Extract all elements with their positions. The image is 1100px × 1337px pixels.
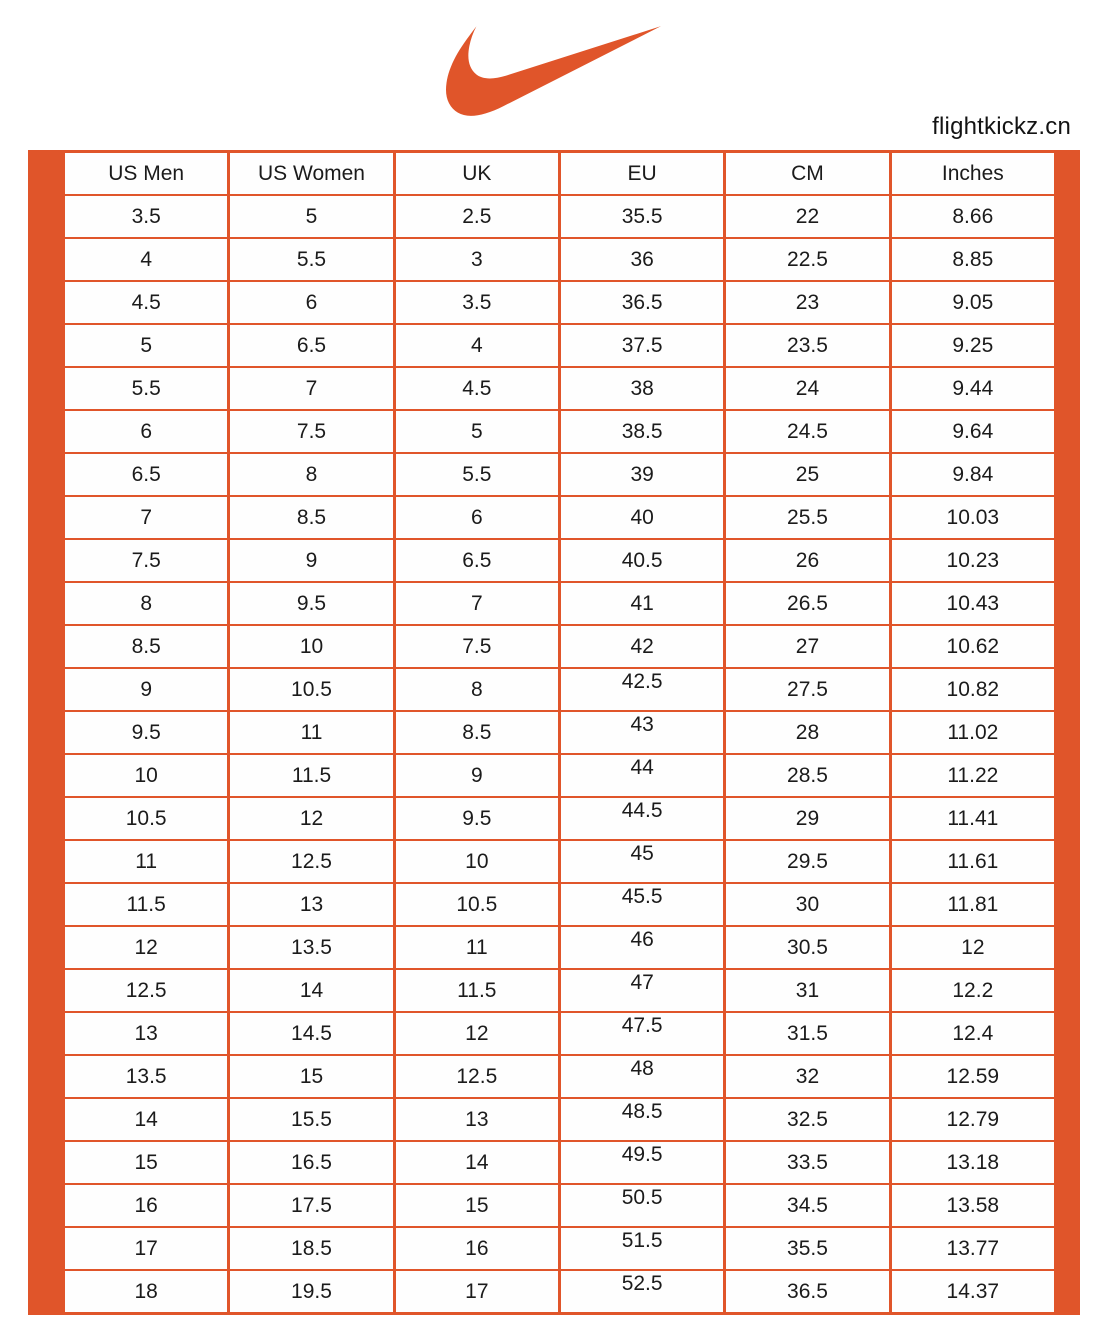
size-cell: 29.5 [725,840,890,883]
table-row [64,496,1056,539]
size-cell: 4 [394,324,559,367]
size-cell: 7 [394,582,559,625]
size-cell: 40 [559,496,724,539]
size-cell: 15 [64,1141,229,1184]
size-cell: 17.5 [229,1184,394,1227]
size-cell: 39 [559,453,724,496]
size-cell: 42 [559,625,724,668]
size-cell: 14.37 [890,1270,1055,1314]
size-cell: 12.59 [890,1055,1055,1098]
nike-swoosh-icon [446,24,661,118]
table-row [64,926,1056,969]
column-header: Inches [890,152,1055,196]
size-cell: 2.5 [394,195,559,238]
size-cell: 14 [64,1098,229,1141]
size-cell: 18 [64,1270,229,1314]
size-cell: 6 [64,410,229,453]
size-chart [28,150,1080,1315]
size-cell: 6.5 [229,324,394,367]
size-cell: 10.03 [890,496,1055,539]
size-cell: 18.5 [229,1227,394,1270]
table-row [64,1012,1056,1055]
size-cell: 45.5 [559,883,724,926]
size-cell: 3 [394,238,559,281]
size-cell: 24.5 [725,410,890,453]
size-cell: 5 [394,410,559,453]
size-cell: 4 [64,238,229,281]
size-cell: 10 [229,625,394,668]
size-cell: 11.5 [229,754,394,797]
table-row [64,625,1056,668]
size-cell: 7 [64,496,229,539]
size-cell: 13.5 [64,1055,229,1098]
size-cell: 17 [64,1227,229,1270]
size-cell: 6.5 [64,453,229,496]
column-header: EU [559,152,724,196]
table-row [64,797,1056,840]
size-cell: 5 [64,324,229,367]
column-header: US Women [229,152,394,196]
size-cell: 5 [229,195,394,238]
size-cell: 8.85 [890,238,1055,281]
table-row [64,582,1056,625]
size-cell: 12.4 [890,1012,1055,1055]
size-cell: 9 [64,668,229,711]
size-cell: 22 [725,195,890,238]
size-cell: 10.23 [890,539,1055,582]
size-cell: 8 [64,582,229,625]
size-cell: 16 [64,1184,229,1227]
size-cell: 16 [394,1227,559,1270]
column-header: UK [394,152,559,196]
size-cell: 25.5 [725,496,890,539]
size-cell: 6.5 [394,539,559,582]
size-cell: 38.5 [559,410,724,453]
size-cell: 42.5 [559,668,724,711]
size-cell: 10.5 [229,668,394,711]
size-cell: 14 [229,969,394,1012]
size-cell: 46 [559,926,724,969]
size-cell: 11.41 [890,797,1055,840]
size-cell: 44 [559,754,724,797]
size-cell: 12.5 [394,1055,559,1098]
size-cell: 35.5 [559,195,724,238]
size-cell: 27 [725,625,890,668]
table-row [64,195,1056,238]
size-cell: 11.61 [890,840,1055,883]
size-cell: 12 [229,797,394,840]
size-cell: 8.66 [890,195,1055,238]
size-cell: 5.5 [64,367,229,410]
left-accent-bar [28,150,62,1315]
size-cell: 9.44 [890,367,1055,410]
size-cell: 10 [394,840,559,883]
size-cell: 8.5 [64,625,229,668]
size-cell: 12.79 [890,1098,1055,1141]
size-cell: 49.5 [559,1141,724,1184]
size-cell: 12.2 [890,969,1055,1012]
table-row [64,1184,1056,1227]
size-cell: 10.5 [64,797,229,840]
size-cell: 27.5 [725,668,890,711]
size-cell: 22.5 [725,238,890,281]
column-header: US Men [64,152,229,196]
size-cell: 9.84 [890,453,1055,496]
size-cell: 24 [725,367,890,410]
size-cell: 47 [559,969,724,1012]
size-cell: 15 [229,1055,394,1098]
size-cell: 47.5 [559,1012,724,1055]
size-cell: 8 [394,668,559,711]
size-cell: 13.77 [890,1227,1055,1270]
table-row [64,1270,1056,1314]
table-row [64,883,1056,926]
size-cell: 36.5 [725,1270,890,1314]
table-row [64,969,1056,1012]
size-cell: 13 [229,883,394,926]
size-cell: 6 [394,496,559,539]
size-cell: 26.5 [725,582,890,625]
size-cell: 48 [559,1055,724,1098]
size-cell: 34.5 [725,1184,890,1227]
size-cell: 11 [394,926,559,969]
watermark-text: flightkickz.cn [932,113,1071,140]
table-row [64,754,1056,797]
size-cell: 35.5 [725,1227,890,1270]
size-cell: 32.5 [725,1098,890,1141]
table-row [64,539,1056,582]
size-cell: 17 [394,1270,559,1314]
size-cell: 14.5 [229,1012,394,1055]
table-body [64,195,1056,1314]
size-cell: 10.43 [890,582,1055,625]
table-row [64,1055,1056,1098]
size-cell: 7.5 [394,625,559,668]
size-cell: 38 [559,367,724,410]
size-cell: 29 [725,797,890,840]
size-cell: 11.5 [64,883,229,926]
size-cell: 37.5 [559,324,724,367]
size-cell: 11.81 [890,883,1055,926]
table-row [64,1098,1056,1141]
size-cell: 16.5 [229,1141,394,1184]
table-row [64,281,1056,324]
size-cell: 31 [725,969,890,1012]
table-row [64,324,1056,367]
size-cell: 51.5 [559,1227,724,1270]
size-cell: 31.5 [725,1012,890,1055]
size-cell: 7.5 [64,539,229,582]
size-cell: 9.05 [890,281,1055,324]
size-cell: 12.5 [229,840,394,883]
size-cell: 43 [559,711,724,754]
size-cell: 32 [725,1055,890,1098]
size-cell: 11.02 [890,711,1055,754]
size-cell: 12 [64,926,229,969]
size-cell: 5.5 [394,453,559,496]
size-cell: 19.5 [229,1270,394,1314]
size-cell: 6 [229,281,394,324]
size-cell: 45 [559,840,724,883]
size-cell: 12 [890,926,1055,969]
nike-swoosh-path [446,26,661,116]
size-cell: 10.82 [890,668,1055,711]
size-cell: 11 [64,840,229,883]
size-cell: 44.5 [559,797,724,840]
size-cell: 11 [229,711,394,754]
table-row [64,238,1056,281]
size-cell: 7 [229,367,394,410]
size-cell: 3.5 [394,281,559,324]
table-row [64,668,1056,711]
size-cell: 48.5 [559,1098,724,1141]
size-cell: 8.5 [229,496,394,539]
size-table [62,150,1057,1315]
size-cell: 13 [64,1012,229,1055]
table-row [64,1141,1056,1184]
header-row [64,152,1056,196]
size-cell: 26 [725,539,890,582]
size-cell: 50.5 [559,1184,724,1227]
table-row [64,840,1056,883]
size-cell: 9 [229,539,394,582]
table-row [64,367,1056,410]
size-cell: 9.25 [890,324,1055,367]
size-cell: 40.5 [559,539,724,582]
size-cell: 4.5 [64,281,229,324]
size-cell: 33.5 [725,1141,890,1184]
size-cell: 28 [725,711,890,754]
size-cell: 36 [559,238,724,281]
size-cell: 9.5 [394,797,559,840]
size-cell: 13.5 [229,926,394,969]
size-cell: 12.5 [64,969,229,1012]
column-header: CM [725,152,890,196]
table-row [64,453,1056,496]
size-cell: 9.64 [890,410,1055,453]
size-cell: 10 [64,754,229,797]
size-cell: 52.5 [559,1270,724,1314]
size-cell: 7.5 [229,410,394,453]
size-cell: 10.5 [394,883,559,926]
size-cell: 36.5 [559,281,724,324]
size-cell: 30 [725,883,890,926]
size-cell: 25 [725,453,890,496]
size-cell: 9 [394,754,559,797]
size-cell: 5.5 [229,238,394,281]
size-cell: 30.5 [725,926,890,969]
size-cell: 13.58 [890,1184,1055,1227]
size-cell: 3.5 [64,195,229,238]
size-cell: 4.5 [394,367,559,410]
size-cell: 10.62 [890,625,1055,668]
size-cell: 8 [229,453,394,496]
size-cell: 11.5 [394,969,559,1012]
table-row [64,711,1056,754]
size-cell: 13 [394,1098,559,1141]
size-cell: 14 [394,1141,559,1184]
size-cell: 41 [559,582,724,625]
table-row [64,1227,1056,1270]
size-cell: 15.5 [229,1098,394,1141]
size-cell: 23.5 [725,324,890,367]
size-cell: 8.5 [394,711,559,754]
size-cell: 15 [394,1184,559,1227]
table-row [64,410,1056,453]
size-cell: 13.18 [890,1141,1055,1184]
size-cell: 23 [725,281,890,324]
size-cell: 9.5 [64,711,229,754]
size-cell: 11.22 [890,754,1055,797]
size-cell: 12 [394,1012,559,1055]
right-accent-bar [1057,150,1080,1315]
size-cell: 28.5 [725,754,890,797]
size-cell: 9.5 [229,582,394,625]
